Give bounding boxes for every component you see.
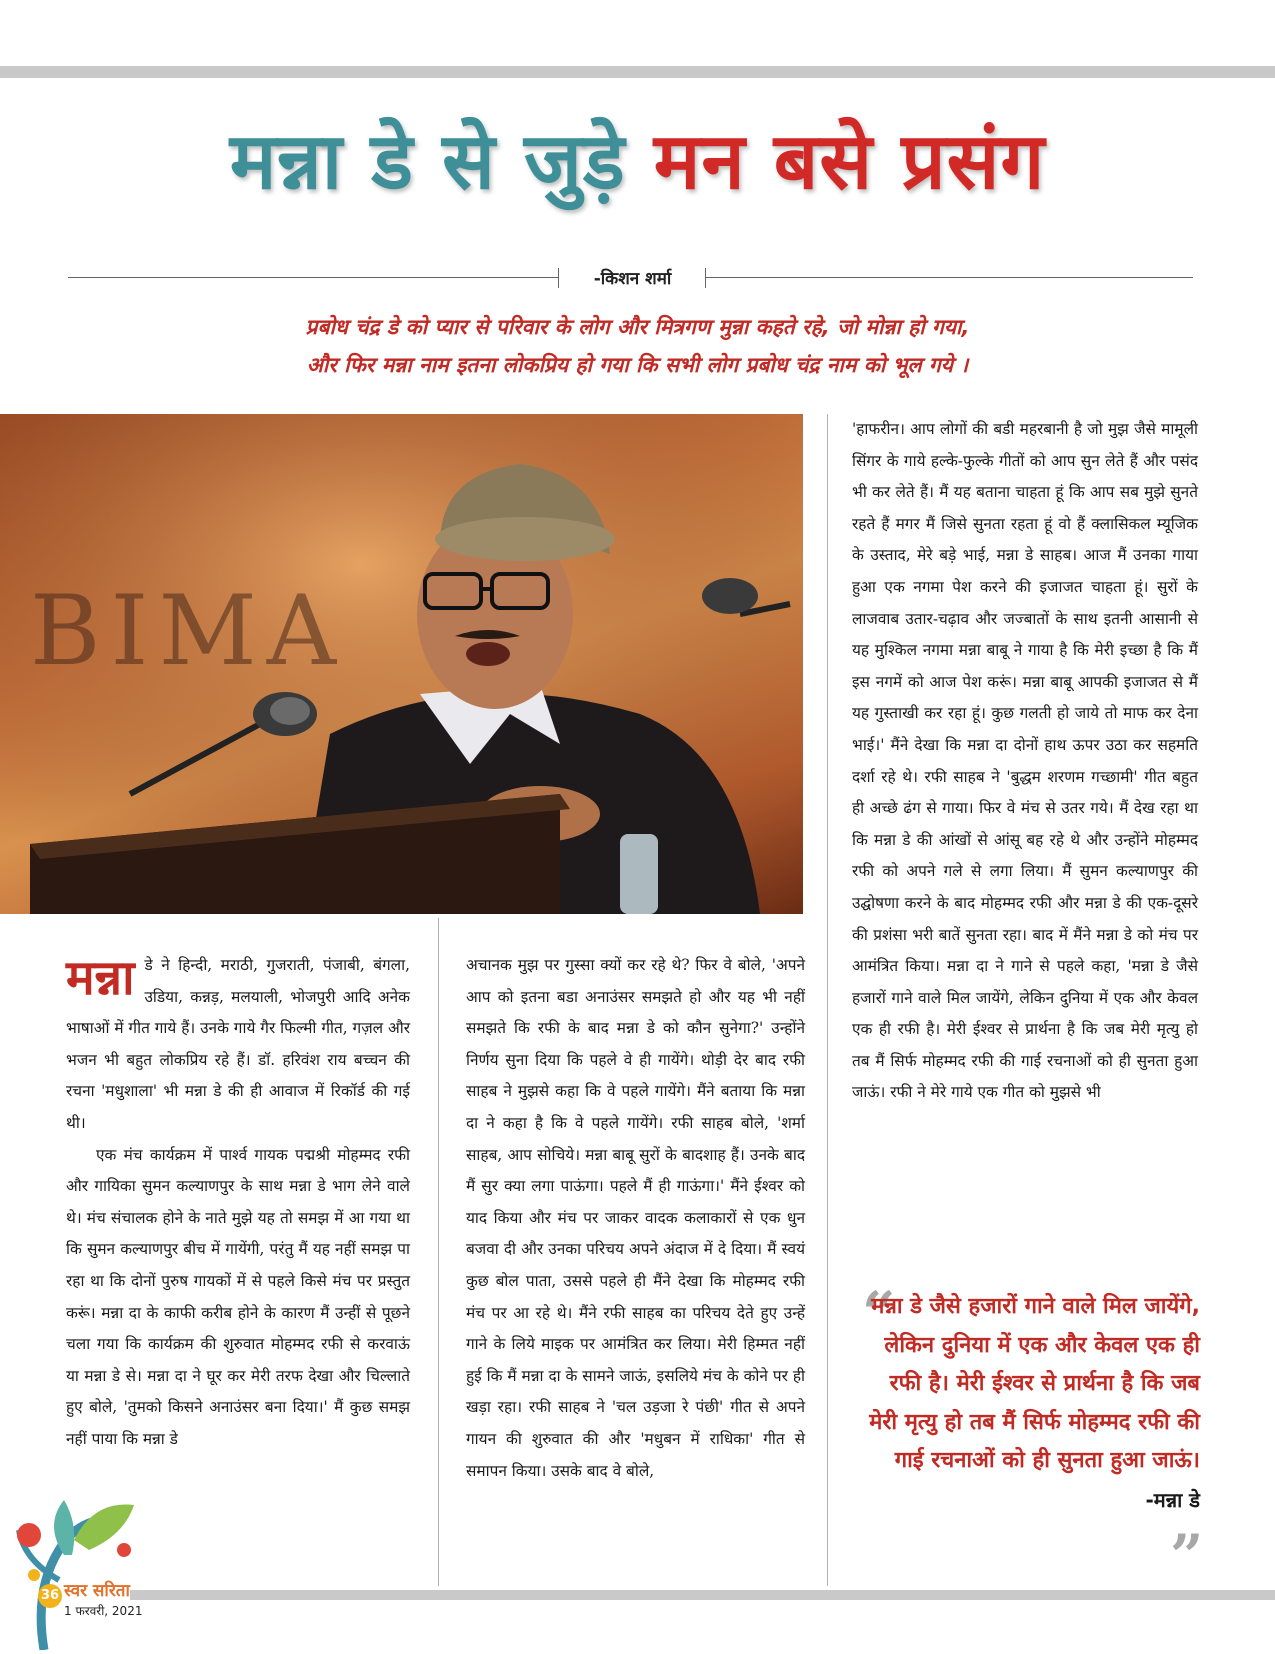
column-divider [827,414,828,1586]
bottom-rule [130,1590,1275,1600]
intro-deck [120,308,1155,384]
backdrop-text: BIMA [30,575,347,687]
article-column-2 [466,950,805,1487]
intro-line-2: और फिर मन्ना नाम इतना लोकप्रिय हो गया कि सभी लोग प्रबोध चंद्र नाम को भूल गये । [306,353,969,377]
pull-quote-text: मन्ना डे जैसे हजारों गाने वाले मिल जायेंगे, लेकिन दुनिया में एक और केवल एक ही रफी है। मेरी ईश्वर से प्रार्थना है कि जब मेरी मृत्यु हो तब मैं सिर्फ मोहम्मद रफी की गाई रचनाओं को ही सुनता हुआ जाऊं। [869,1294,1200,1473]
article-title [0,112,1275,212]
title-part-1: मन्ना डे से जुड़े [229,117,626,207]
byline-rule-left [68,277,558,278]
column-divider [438,918,439,1586]
byline-bar-right [705,268,706,288]
drop-cap: मन्ना [66,950,135,1006]
article-column-1 [66,950,410,1456]
magazine-name: स्वर सरिता [64,1581,130,1601]
page-number: 36 [38,1584,62,1608]
intro-line-1: प्रबोध चंद्र डे को प्यार से परिवार के लोग और मित्रगण मुन्ना कहते रहे, जो मोन्ना हो गया, [305,315,970,339]
top-rule [0,66,1275,78]
open-quote-icon: “ [862,1279,896,1347]
title-part-2: मन बसे प्रसंग [653,117,1046,207]
pull-quote-attribution: -मन्ना डे [1145,1487,1200,1512]
paragraph: एक मंच कार्यक्रम में पार्श्व गायक पद्मश्री मोहम्मद रफी और गायिका सुमन कल्याणपुर के साथ मन्ना डे भाग लेने वाले थे। मंच संचालक होने के नाते मुझे यह तो समझ में आ गया था कि सुमन कल्याणपुर बीच में गायेंगी, परंतु मैं यह नहीं समझ पा रहा था कि दोनों पुरुष गायकों में से पहले किसे मंच पर प्रस्तुत करूं। मन्ना दा के काफी करीब होने के कारण मैं उन्हीं से पूछने चला गया कि कार्यक्रम की शुरुवात मोहम्मद रफी से करवाऊं या मन्ना डे से। मन्ना दा ने घूर कर मेरी तरफ देखा और चिल्लाते हुए बोले, 'तुमको किसने अनाउंसर बना दिया।' मैं कुछ समझ नहीं पाया कि मन्ना डे [66,1145,410,1448]
paragraph: डे ने हिन्दी, मराठी, गुजराती, पंजाबी, बंगला, उडिया, कन्नड़, मलयाली, भोजपुरी आदि अनेक भाषाओं में गीत गाये हैं। उनके गाये गैर फिल्मी गीत, गज़ल और भजन भी बहुत लोकप्रिय रहे हैं। डॉ. हरिवंश राय बच्चन की रचना 'मधुशाला' भी मन्ना डे की ही आवाज में रिकॉर्ड की गई थी। [66,956,410,1132]
issue-date: 1 फरवरी, 2021 [64,1604,143,1618]
article-column-3 [852,414,1198,1109]
byline-rule-right [705,277,1193,278]
singer-photo [0,414,803,914]
close-quote-icon: ” [1170,1522,1204,1590]
magazine-logo-icon [4,1480,154,1650]
pull-quote [860,1288,1200,1519]
paragraph: 'हाफरीन। आप लोगों की बडी महरबानी है जो मुझ जैसे मामूली सिंगर के गाये हल्के-फुल्के गीतों को आप सुन लेते हैं और पसंद भी कर लेते हैं। मैं यह बताना चाहता हूं कि आप सब मुझे सुनते रहते हैं मगर मैं जिसे सुनता रहता हूं वो हैं क्लासिकल म्यूजिक के उस्ताद, मेरे बड़े भाई, मन्ना डे साहब। आज मैं उनका गाया हुआ एक नगमा पेश करने की इजाजत चाहता हूं। सुरों के लाजवाब उतार-चढ़ाव और जज्बातों के साथ इतनी आसानी से यह मुश्किल नगमा मन्ना बाबू ने गाया है कि मेरी इच्छा है कि मैं इस नगमें को आज पेश करूं। मन्ना बाबू आपकी इजाजत से मैं यह गुस्ताखी कर रहा हूं। कुछ गलती हो जाये तो माफ कर देना भाई।' मैंने देखा कि मन्ना दा दोनों हाथ ऊपर उठा कर सहमति दर्शा रहे थे। रफी साहब ने 'बुद्धम शरणम गच्छामी' गीत बहुत ही अच्छे ढंग से गाया। फिर वे मंच से उतर गये। मैं देख रहा था कि मन्ना डे की आंखों से आंसू बह रहे थे और उन्होंने मोहम्मद रफी को अपने गले से लगा लिया। मैं सुमन कल्याणपुर की उद्घोषणा करने के बाद मोहम्मद रफी और मन्ना डे की एक-दूसरे की प्रशंसा भरी बातें सुनता रहा। बाद में मैंने मन्ना डे को मंच पर आमंत्रित किया। मन्ना दा ने गाने से पहले कहा, 'मन्ना डे जैसे हजारों गाने वाले मिल जायेंगे, लेकिन दुनिया में एक और केवल एक ही रफी है। मेरी ईश्वर से प्रार्थना है कि जब मेरी मृत्यु हो तब मैं सिर्फ मोहम्मद रफी की गाई रचनाओं को ही सुनता हुआ जाऊं। रफी ने मेरे गाये एक गीत को मुझसे भी [852,420,1198,1102]
byline-bar-left [558,268,559,288]
byline: -किशन शर्मा [593,269,672,289]
singer-at-microphone-photo [0,414,803,914]
paragraph: अचानक मुझ पर गुस्सा क्यों कर रहे थे? फिर वे बोले, 'अपने आप को इतना बडा अनाउंसर समझते हो और यह भी नहीं समझते कि रफी के बाद मन्ना डे को कौन सुनेगा?' उन्होंने निर्णय सुना दिया कि पहले वे ही गायेंगे। थोड़ी देर बाद रफी साहब ने मुझसे कहा कि वे पहले गायेंगे। मैंने बताया कि मन्ना दा ने कहा है कि वे पहले गायेंगे। रफी साहब बोले, 'शर्मा साहब, आप सोचिये। मन्ना बाबू सुरों के बादशाह हैं। उनके बाद मैं सुर क्या लगा पाऊंगा। पहले मैं ही गाऊंगा।' मैंने ईश्वर को याद किया और मंच पर जाकर वादक कलाकारों से एक धुन बजवा दी और उनका परिचय अपने अंदाज में दे दिया। मैं स्वयं कुछ बोल पाता, उससे पहले ही मैंने देखा कि मोहम्मद रफी मंच पर आ रहे थे। मैंने रफी साहब का परिचय देते हुए उन्हें गाने के लिये माइक पर आमंत्रित कर लिया। मेरी हिम्मत नहीं हुई कि मैं मन्ना दा के सामने जाऊं, इसलिये मंच के कोने पर ही खड़ा रहा। रफी साहब ने 'चल उड़जा रे पंछी' गीत से अपने गायन की शुरुवात की और 'मधुबन में राधिका' गीत से समापन किया। उसके बाद वे बोले, [466,956,805,1480]
